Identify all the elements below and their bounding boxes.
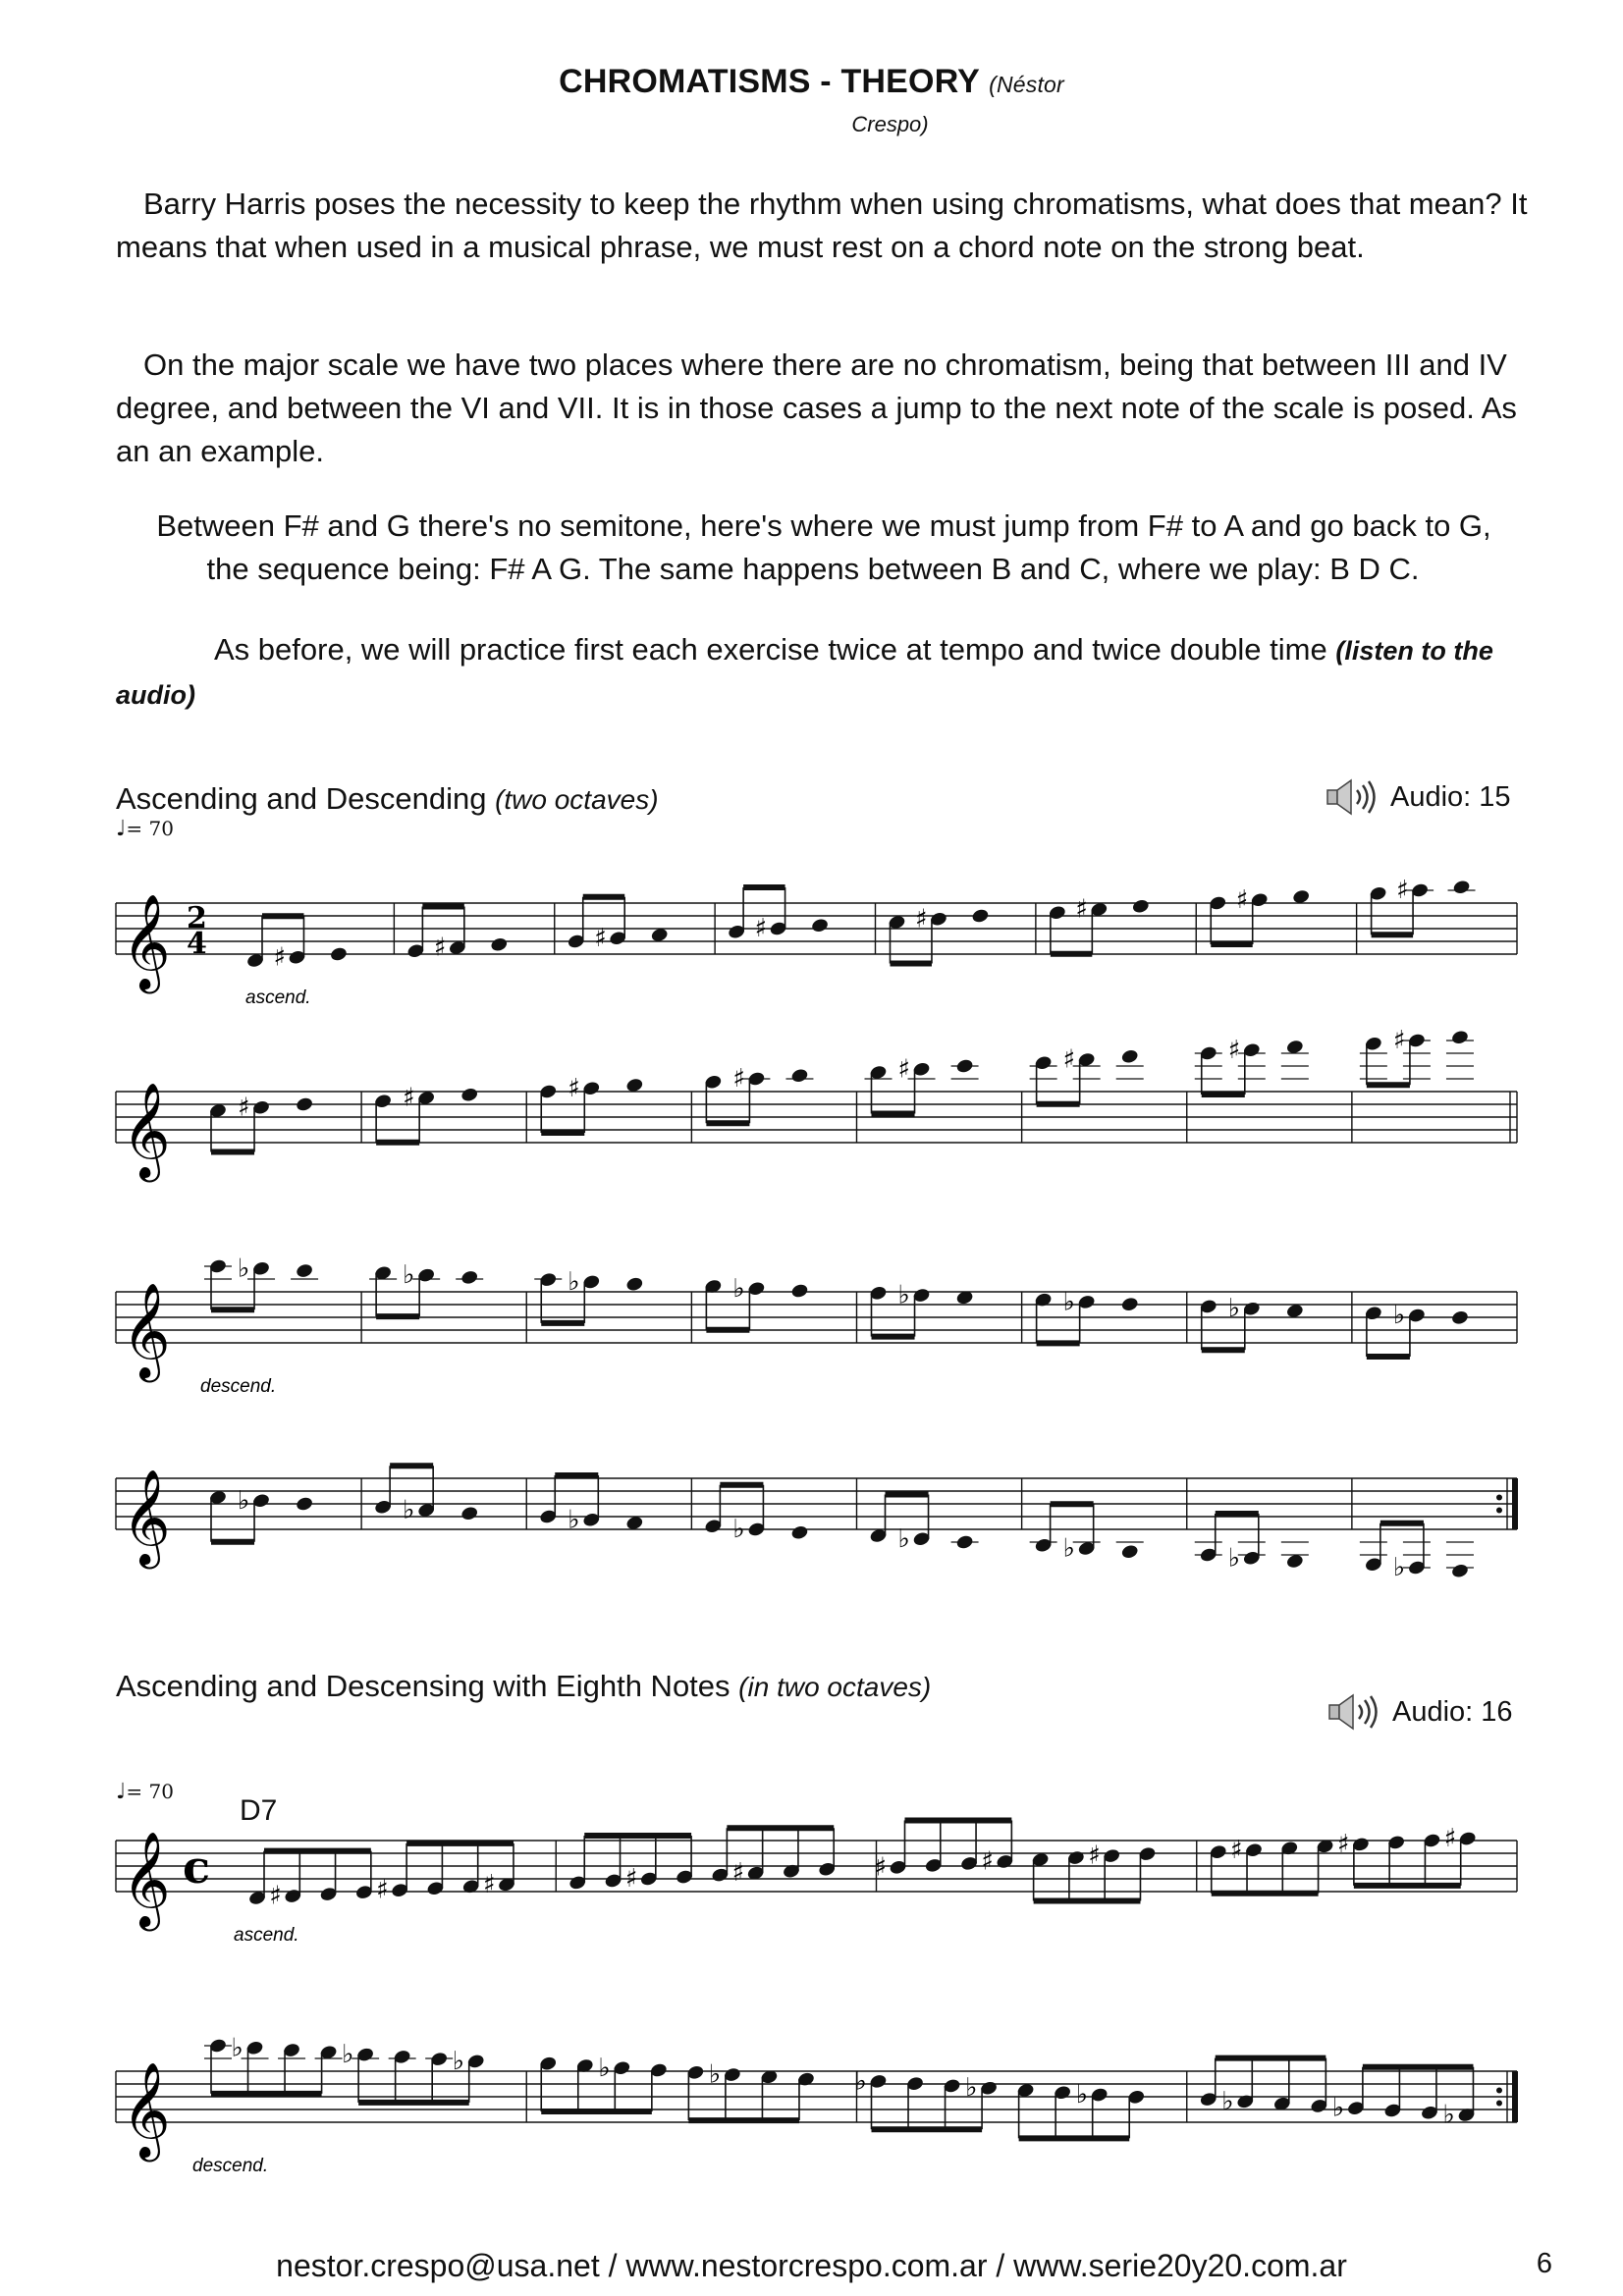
- staff-1: [0, 834, 1623, 1021]
- treble-clef-icon: 𝄞: [122, 1831, 171, 1927]
- note-head: [790, 1067, 809, 1084]
- note-head: [790, 1524, 809, 1541]
- section-1-subtitle: (two octaves): [495, 784, 659, 815]
- accidental: ♯: [754, 914, 768, 943]
- accidental: ♯: [1062, 1044, 1076, 1075]
- time-signature-top: 2: [187, 901, 207, 935]
- footer-links: nestor.crespo@usa.net / www.nestorcrespo.com.ar / www.serie20y20.com.ar: [276, 2248, 1347, 2283]
- accidental: ♯: [433, 933, 447, 963]
- staff-6: [0, 2002, 1623, 2189]
- accidental: ♯: [1075, 894, 1088, 925]
- accidental: ♯: [732, 1064, 746, 1094]
- time-signature: c: [183, 1841, 211, 1894]
- page-number: 6: [1536, 2248, 1552, 2279]
- tempo-value-1: = 70: [126, 817, 174, 840]
- paragraph-3: Between F# and G there's no semitone, here's where we must jump from F# to A and go back to G, the sequence being: F# A G. The same happens between B and C, where we play: B D C.: [156, 508, 1491, 586]
- repeat-dot: [1496, 1495, 1502, 1501]
- title-author-continued: Crespo): [851, 112, 929, 136]
- note-head: [460, 1505, 479, 1522]
- repeat-dot: [1496, 2088, 1502, 2094]
- staff-5: [0, 1772, 1623, 1958]
- accidental: ♭: [1442, 2100, 1455, 2130]
- note-head: [1131, 898, 1150, 915]
- accidental: ♯: [1396, 876, 1409, 905]
- paragraph-1: Barry Harris poses the necessity to keep the rhythm when using chromatisms, what does that mean? It means that when used in a musical phrase, we must rest on a chord note on the strong beat.: [116, 187, 1528, 264]
- tempo-marking-2: ♩= 70: [116, 1780, 174, 1804]
- accidental: ♯: [1443, 1824, 1457, 1854]
- note-head: [329, 946, 348, 963]
- accidental: ♯: [269, 1881, 282, 1911]
- audio-15-button[interactable]: [1325, 777, 1511, 817]
- accidental: ♯: [1088, 1841, 1101, 1871]
- accidental: ♯: [1336, 1829, 1350, 1859]
- accidental: ♯: [568, 1073, 580, 1103]
- accidental: ♭: [598, 2053, 611, 2083]
- accidental: ♭: [1062, 1533, 1075, 1564]
- accidental: ♯: [914, 904, 928, 934]
- accidental: ♭: [238, 1254, 250, 1284]
- direction-mark: descend.: [200, 1376, 277, 1397]
- note-head: [1450, 1029, 1469, 1045]
- accidental: ♯: [376, 1875, 389, 1905]
- note-head: [1450, 1563, 1469, 1579]
- accidental: ♯: [1392, 1026, 1406, 1055]
- audio-16-label: Audio: 16: [1392, 1695, 1513, 1728]
- accidental: ♭: [342, 2040, 354, 2070]
- title-author: (Néstor: [989, 72, 1064, 97]
- accidental: ♭: [568, 1505, 580, 1535]
- note-head: [1452, 879, 1471, 895]
- treble-clef-icon: 𝄞: [122, 893, 171, 989]
- accidental: ♭: [1392, 1301, 1406, 1331]
- accidental: ♭: [965, 2073, 978, 2104]
- accidental: ♭: [231, 2033, 243, 2063]
- accidental: ♭: [1075, 2080, 1088, 2110]
- accidental: ♭: [732, 1273, 745, 1304]
- section-2-title: [116, 1669, 931, 1704]
- audio-15-label: Audio: 15: [1390, 780, 1511, 813]
- accidental: ♭: [238, 1485, 250, 1516]
- accidental: ♯: [981, 1846, 994, 1877]
- accidental: ♭: [897, 1523, 910, 1554]
- section-2-subtitle: (in two octaves): [738, 1672, 932, 1702]
- accidental: ♭: [854, 2066, 867, 2097]
- note-head: [1120, 1543, 1139, 1560]
- title-main: CHROMATISMS - THEORY: [559, 63, 980, 100]
- accidental: ♭: [1331, 2093, 1345, 2123]
- accidental: ♭: [708, 2059, 722, 2090]
- staff-4: [0, 1410, 1623, 1596]
- accidental: ♯: [273, 942, 287, 973]
- tempo-value-2: = 70: [126, 1780, 174, 1803]
- section-1-title: [116, 781, 659, 817]
- speaker-icon: [1325, 777, 1380, 817]
- accidental: ♭: [403, 1260, 415, 1291]
- paragraph-4-note: (listen to the audio): [116, 636, 1493, 710]
- note-head: [296, 1262, 314, 1279]
- accidental: ♯: [874, 1852, 888, 1883]
- note-head: [955, 1058, 974, 1075]
- repeat-dot: [1496, 2101, 1502, 2107]
- note-head: [810, 917, 829, 934]
- note-head: [490, 936, 509, 953]
- note-head: [460, 1269, 479, 1286]
- accidental: ♯: [594, 923, 607, 953]
- accidental: ♭: [568, 1266, 580, 1297]
- speaker-icon: [1327, 1692, 1382, 1732]
- final-barline: [1512, 2071, 1518, 2122]
- accidental: ♯: [897, 1054, 911, 1085]
- time-signature-bottom: 4: [187, 927, 207, 961]
- note-head: [296, 1096, 314, 1113]
- accidental: ♯: [1235, 884, 1249, 915]
- treble-clef-icon: 𝄞: [122, 1468, 171, 1565]
- section-1-title-text: Ascending and Descending: [116, 781, 487, 816]
- staff-2: [0, 1023, 1623, 1209]
- paragraph-4-text: As before, we will practice first each exercise twice at tempo and twice double time: [214, 632, 1327, 667]
- accidental: ♯: [1227, 1035, 1241, 1065]
- note-head: [296, 1496, 314, 1513]
- paragraph-2: On the major scale we have two places where there are no chromatism, being that between III and IV degree, and between the VI and VII. It is in those cases a jump to the next note of the scale is posed. As an an example.: [116, 347, 1517, 468]
- accidental: ♭: [403, 1495, 415, 1525]
- chord-symbol: D7: [240, 1794, 278, 1827]
- direction-mark: ascend.: [234, 1925, 299, 1946]
- accidental: ♭: [897, 1280, 910, 1310]
- note-head: [971, 908, 990, 925]
- accidental: ♯: [482, 1869, 496, 1899]
- note-head: [1120, 1048, 1139, 1065]
- treble-clef-icon: 𝄞: [122, 2061, 171, 2158]
- staff-3: [0, 1223, 1623, 1410]
- note-head: [790, 1283, 809, 1300]
- accidental: ♯: [238, 1093, 250, 1123]
- direction-mark: ascend.: [245, 988, 311, 1008]
- tempo-marking-1: ♩= 70: [116, 817, 174, 841]
- accidental: ♭: [452, 2046, 464, 2076]
- direction-mark: descend.: [192, 2156, 269, 2176]
- accidental: ♭: [1221, 2086, 1234, 2116]
- final-barline: [1512, 1478, 1518, 1529]
- repeat-dot: [1496, 1508, 1502, 1514]
- treble-clef-icon: 𝄞: [122, 1282, 171, 1378]
- accidental: ♯: [624, 1864, 638, 1894]
- accidental: ♭: [1227, 1294, 1241, 1324]
- accidental: ♯: [731, 1858, 745, 1889]
- note-head: [460, 1087, 479, 1103]
- accidental: ♭: [1227, 1543, 1241, 1574]
- treble-clef-icon: 𝄞: [122, 1082, 171, 1178]
- audio-16-button[interactable]: [1327, 1692, 1513, 1732]
- accidental: ♯: [1230, 1835, 1243, 1865]
- note-head: [625, 1276, 644, 1293]
- paragraph-4: [116, 628, 1530, 717]
- page-title: [0, 63, 1623, 101]
- accidental: ♭: [1392, 1553, 1406, 1582]
- note-head: [955, 1534, 974, 1551]
- accidental: ♯: [403, 1083, 415, 1113]
- accidental: ♭: [732, 1515, 745, 1544]
- note-head: [1450, 1309, 1469, 1326]
- accidental: ♭: [1062, 1287, 1075, 1317]
- section-2-title-text: Ascending and Descensing with Eighth Notes: [116, 1669, 730, 1703]
- note-head: [1120, 1296, 1139, 1312]
